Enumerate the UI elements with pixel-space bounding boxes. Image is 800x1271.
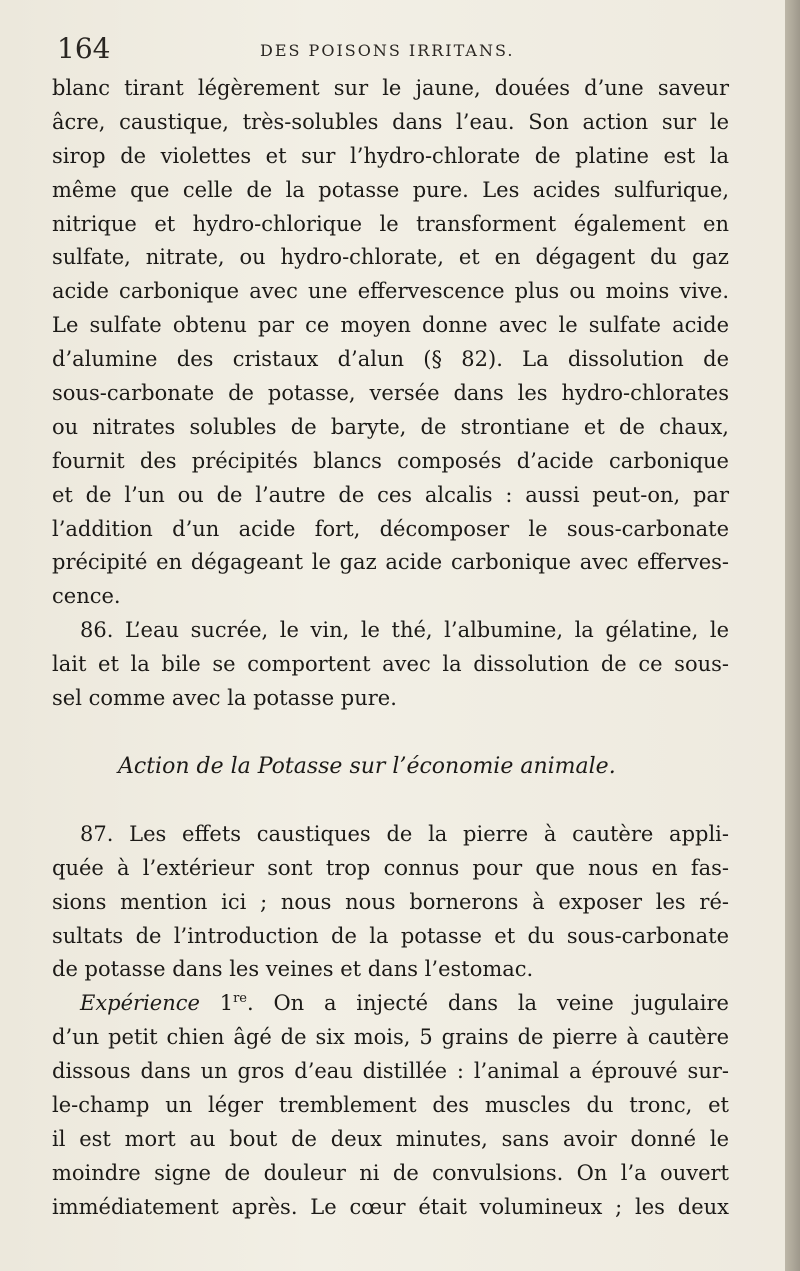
experience-first-line-text: . On a injecté dans la veine jugulaire	[247, 991, 729, 1016]
book-gutter	[785, 0, 800, 1271]
text-line: acide carbonique avec une effervescence plus ou moins vive.	[52, 279, 729, 304]
experience-line: il est mort au bout de deux minutes, sans avoir donné le	[52, 1126, 729, 1151]
experience-line: d’un petit chien âgé de six mois, 5 grains de pierre à cautère	[52, 1025, 729, 1050]
paragraph-87-line: sions mention ici ; nous nous bornerons à exposer les ré-	[52, 889, 729, 914]
text-line: et de l’un ou de l’autre de ces alcalis : aussi peut-on, par	[52, 482, 729, 507]
page-number: 164	[57, 32, 111, 65]
text-line: sirop de violettes et sur l’hydro-chlorate de platine est la	[52, 143, 729, 168]
text-line: l’addition d’un acide fort, décomposer le sous-carbonate	[52, 516, 729, 541]
text-line: sulfate, nitrate, ou hydro-chlorate, et en dégagent du gaz	[52, 245, 729, 270]
experience-line: moindre signe de douleur ni de convulsions. On l’a ouvert	[52, 1160, 729, 1185]
text-line: d’alumine des cristaux d’alun (§ 82). La dissolution de	[52, 347, 729, 372]
text-line: âcre, caustique, très-solubles dans l’eau. Son action sur le	[52, 109, 729, 134]
page-header	[57, 32, 727, 68]
text-line: blanc tirant légèrement sur le jaune, douées d’une saveur	[52, 76, 729, 100]
text-line: sous-carbonate de potasse, versée dans les hydro-chlorates	[52, 381, 729, 406]
paragraph-87-line: 87. Les effets caustiques de la pierre à cautère appli-	[80, 821, 729, 846]
paragraph-86-line: lait et la bile se comportent avec la dissolution de ce sous-	[52, 652, 729, 677]
paragraph-87-line: de potasse dans les veines et dans l’estomac.	[52, 957, 534, 982]
text-line: cence.	[52, 584, 121, 609]
text-line: Le sulfate obtenu par ce moyen donne avec le sulfate acide	[52, 313, 729, 338]
experience-number: 1	[219, 991, 234, 1016]
paragraph-86-line: 86. L’eau sucrée, le vin, le thé, l’albumine, la gélatine, le	[80, 618, 729, 643]
text-line: nitrique et hydro-chlorique le transforment également en	[52, 211, 729, 236]
section-heading: Action de la Potasse sur l’économie animale.	[118, 753, 616, 779]
paragraph-86-line: sel comme avec la potasse pure.	[52, 686, 397, 711]
experience-number-suffix: re	[233, 991, 248, 1007]
text-line: ou nitrates solubles de baryte, de strontiane et de chaux,	[52, 414, 729, 439]
paragraph-87-line: sultats de l’introduction de la potasse et du sous-carbonate	[52, 923, 729, 948]
experience-line: dissous dans un gros d’eau distillée : l’animal a éprouvé sur-	[52, 1059, 729, 1084]
text-line: précipité en dégageant le gaz acide carbonique avec efferves-	[52, 550, 729, 575]
experience-label: Expérience	[80, 991, 200, 1016]
experience-first-line	[52, 987, 729, 1021]
paragraph-87-line: quée à l’extérieur sont trop connus pour que nous en fas-	[52, 855, 729, 880]
page-body	[52, 72, 729, 1225]
text-line: fournit des précipités blancs composés d’acide carbonique	[52, 448, 729, 473]
experience-line: le-champ un léger tremblement des muscles du tronc, et	[52, 1093, 729, 1118]
running-title: DES POISONS IRRITANS.	[260, 41, 515, 60]
text-line: même que celle de la potasse pure. Les acides sulfurique,	[52, 177, 729, 202]
experience-line: immédiatement après. Le cœur était volumineux ; les deux	[52, 1194, 729, 1219]
